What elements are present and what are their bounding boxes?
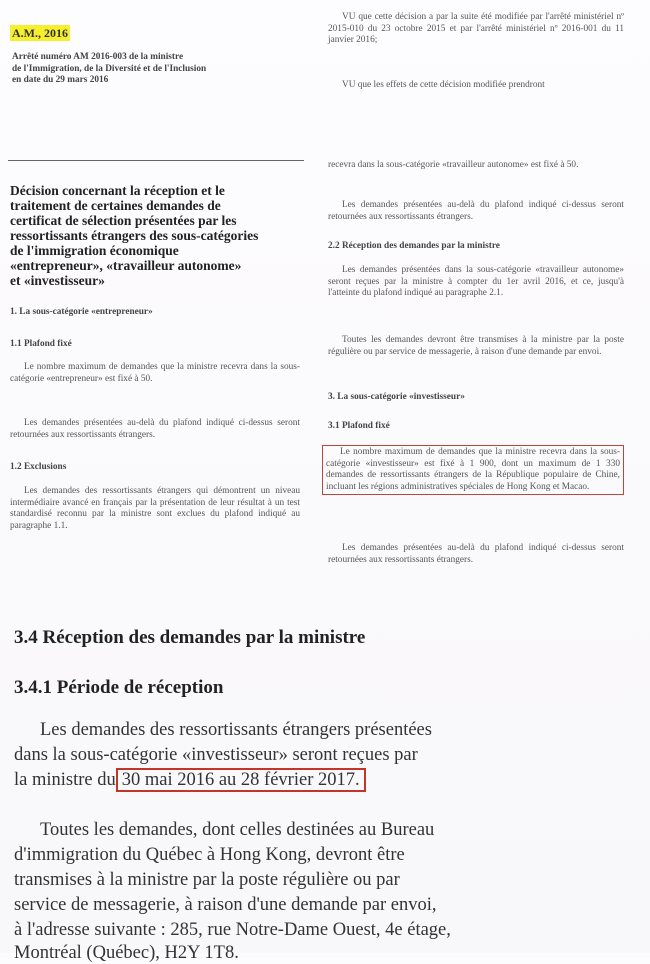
- highlighted-dates: 30 mai 2016 au 28 février 2017.: [116, 768, 366, 792]
- reception-paragraph-line: dans la sous-catégorie «investisseur» seront reçues par: [14, 745, 418, 765]
- highlighted-quota-paragraph: Le nombre maximum de demandes que la ministre recevra dans la sous-catégorie «investisseur» est fixé à 1 900, dont un maximum de 1 330 demandes de ressortissants étrangers de la République populaire de Chine, incluant les régions administratives spéciales de Hong Kong et Macao.: [322, 445, 624, 495]
- submission-paragraph-line: service de messagerie, à raison d'une demande par envoi,: [14, 895, 437, 915]
- title-line: de l'immigration économique: [10, 243, 179, 258]
- arrete-line: Arrêté numéro AM 2016-003 de la ministre: [12, 52, 184, 62]
- submission-paragraph-line: d'immigration du Québec à Hong Kong, devront être: [14, 845, 405, 865]
- section-3-1-paragraph: Les demandes présentées au-delà du plafond indiqué ci-dessus seront retournées aux ressortissants étrangers.: [328, 543, 624, 565]
- section-3-4-heading: 3.4 Réception des demandes par la ministre: [14, 627, 366, 648]
- reception-paragraph-line: [14, 770, 366, 791]
- title-line: Décision concernant la réception et le: [10, 183, 225, 198]
- decision-title: [10, 183, 310, 288]
- highlighted-am-label: A.M., 2016: [12, 26, 68, 40]
- section-1-2-paragraph: Les demandes des ressortissants étrangers qui démontrent un niveau intermédiaire avancé en français par la présentation de leur résultat à un test standardisé reconnu par la ministre sont exclues du plafond indiqué au paragraphe 1.1.: [10, 486, 300, 531]
- submission-paragraph-line: à l'adresse suivante : 285, rue Notre-Dame Ouest, 4e étage,: [14, 920, 451, 940]
- continued-paragraph: recevra dans la sous-catégorie «travailleur autonome» est fixé à 50.: [328, 160, 579, 170]
- section-1-1-paragraph: Le nombre maximum de demandes que la ministre recevra dans la sous-catégorie «entrepreneur» est fixé à 50.: [10, 362, 300, 384]
- title-line: et «investisseur»: [10, 273, 105, 288]
- reception-paragraph-line: Les demandes des ressortissants étrangers présentées: [40, 720, 432, 740]
- arrete-line: en date du 29 mars 2016: [12, 75, 109, 86]
- reception-text: la ministre du: [14, 770, 116, 790]
- title-line: traitement de certaines demandes de: [10, 198, 221, 213]
- vu-paragraph: VU que les effets de cette décision modifiée prendront: [342, 80, 545, 90]
- submission-paragraph-line: Toutes les demandes, dont celles destinées au Bureau: [40, 820, 435, 840]
- section-1-2-heading: 1.2 Exclusions: [10, 462, 67, 472]
- am-label: [10, 24, 70, 42]
- section-3-1-heading: 3.1 Plafond fixé: [328, 421, 390, 431]
- arrete-line: de l'Immigration, de la Diversité et de l'Inclusion: [12, 63, 207, 74]
- title-line: certificat de sélection présentées par les: [10, 213, 237, 228]
- title-line: «entrepreneur», «travailleur autonome»: [10, 258, 242, 273]
- title-line: ressortissants étrangers des sous-catégories: [10, 228, 259, 243]
- section-1-1-heading: 1.1 Plafond fixé: [10, 339, 72, 349]
- return-paragraph: Les demandes présentées au-delà du plafond indiqué ci-dessus seront retournées aux ressortissants étrangers.: [328, 200, 624, 222]
- section-1-heading: 1. La sous-catégorie «entrepreneur»: [10, 307, 153, 317]
- section-2-2-paragraph: Toutes les demandes devront être transmises à la ministre par la poste régulière ou par service de messagerie, à raison d'une demande par envoi.: [328, 335, 624, 357]
- section-3-4-1-heading: 3.4.1 Période de réception: [14, 677, 224, 698]
- arrete-block: [12, 52, 302, 87]
- section-2-2-paragraph: Les demandes présentées dans la sous-catégorie «travailleur autonome» seront reçues par la ministre à compter du 1er avril 2016, et ce, jusqu'à l'atteinte du plafond indiqué au paragraphe 2.1.: [328, 265, 624, 299]
- submission-paragraph-line: Montréal (Québec), H2Y 1T8.: [14, 943, 239, 963]
- section-2-2-heading: 2.2 Réception des demandes par la ministre: [328, 241, 500, 251]
- section-1-1-paragraph: Les demandes présentées au-delà du plafond indiqué ci-dessus seront retournées aux ressortissants étrangers.: [10, 418, 300, 440]
- submission-paragraph-line: transmises à la ministre par la poste régulière ou par: [14, 870, 400, 890]
- left-divider: [8, 160, 304, 161]
- section-3-heading: 3. La sous-catégorie «investisseur»: [328, 392, 465, 402]
- vu-paragraph: VU que cette décision a par la suite été modifiée par l'arrêté ministériel nº 2015-010 du 23 octobre 2015 et par l'arrêté ministériel nº 2016-001 du 11 janvier 2016;: [328, 12, 624, 46]
